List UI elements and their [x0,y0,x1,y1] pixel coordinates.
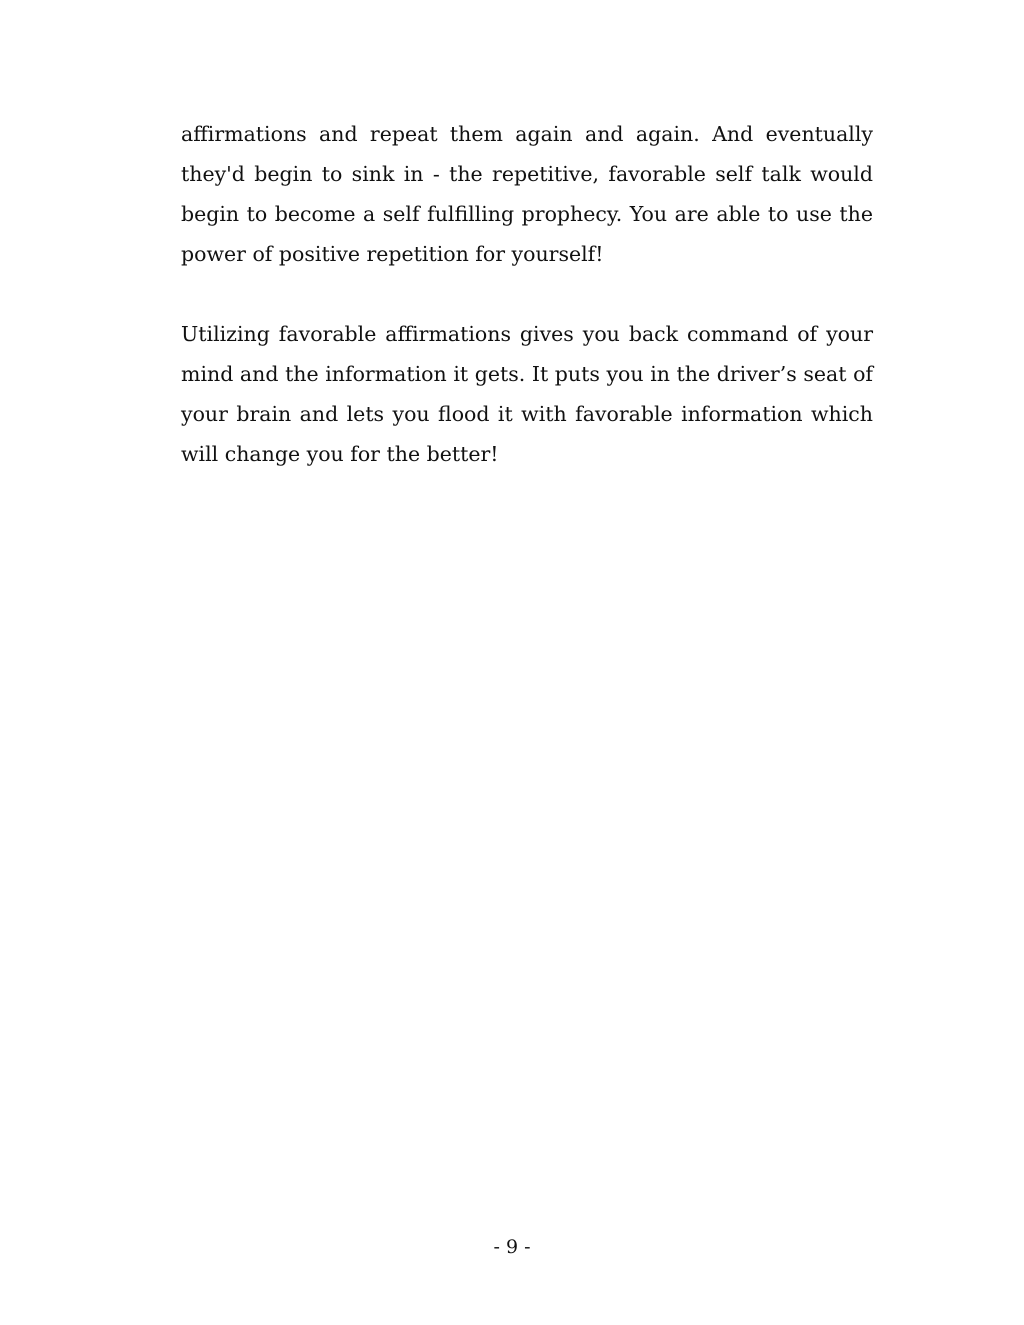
body-text [181,114,873,514]
paragraph: Utilizing favorable affirmations gives you back command of your mind and the information it gets. It puts you in the driver’s seat of your brain and lets you flood it with favorable information which will change you for the better! [181,322,873,466]
paragraph: affirmations and repeat them again and again. And eventually they'd begin to sink in - the repetitive, favorable self talk would begin to become a self fulfilling prophecy. You are able to use the power of positive repetition for yourself! [181,122,873,266]
page-number: - 9 - [493,1236,531,1258]
